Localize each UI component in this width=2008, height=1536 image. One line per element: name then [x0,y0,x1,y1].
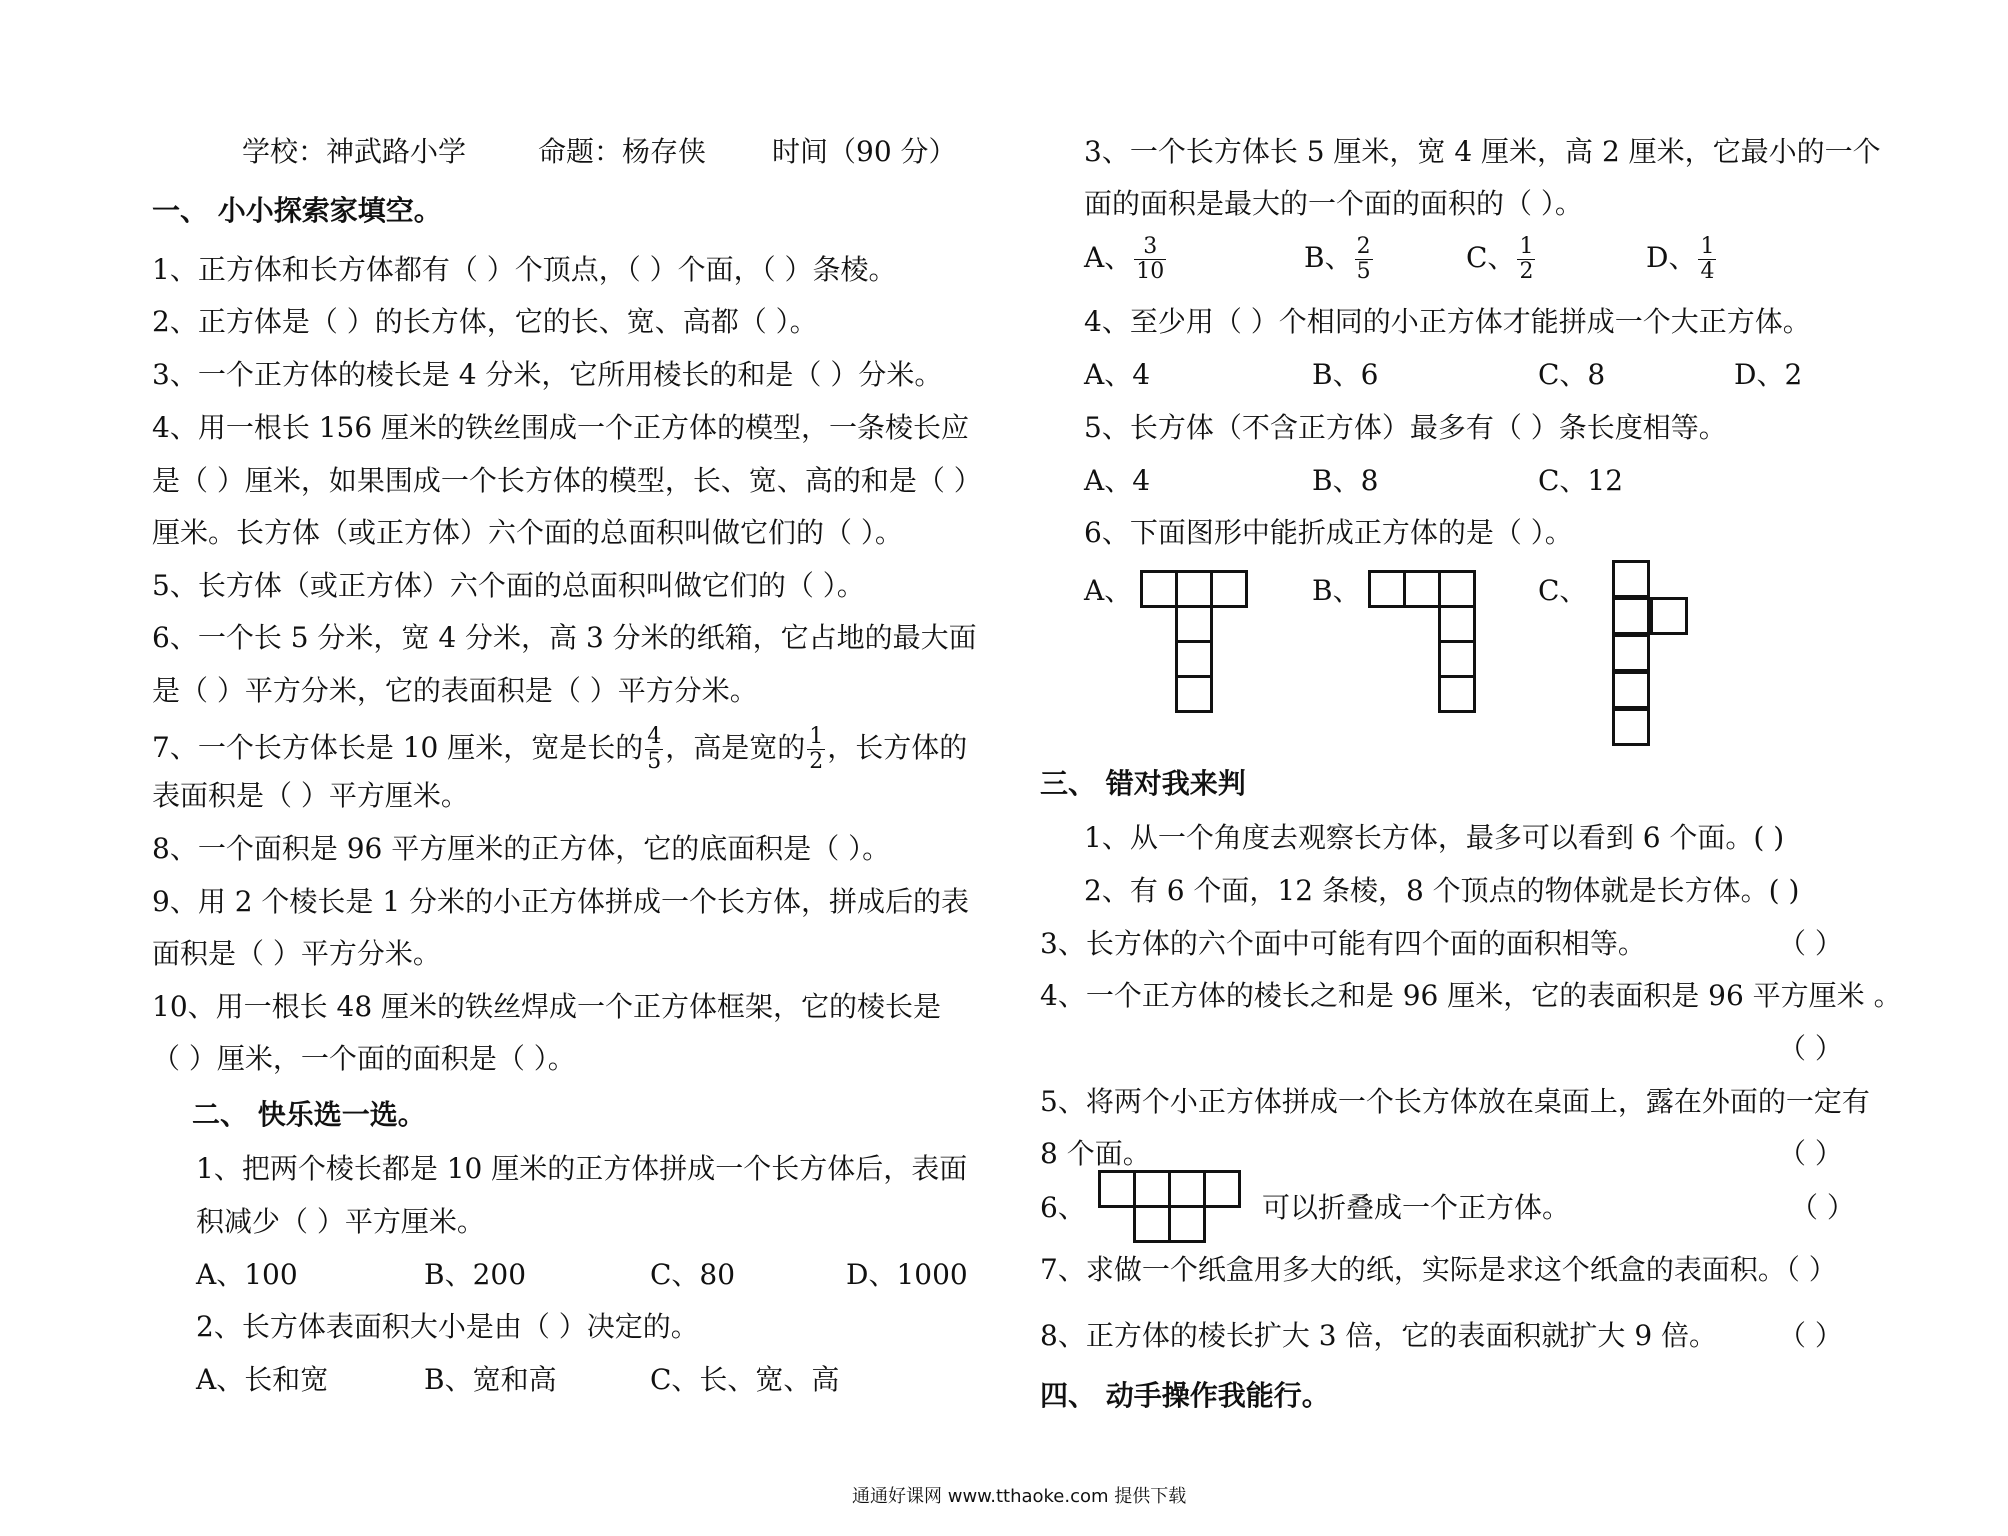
s2-q6-opt-b: B、 [1312,574,1361,607]
s2-q4: 4、至少用（ ）个相同的小正方体才能拼成一个大正方体。 [1084,305,1811,338]
s2-q1-opt-c: C、80 [650,1258,736,1291]
s1-line-7: 5、长方体（或正方体）六个面的总面积叫做它们的（ ）。 [152,569,865,602]
s3-item-1: 1、从一个角度去观察长方体，最多可以看到 6 个面。( ) [1084,821,1785,854]
s2-q5-opt-c: C、12 [1538,464,1624,497]
s2-q5: 5、长方体（不含正方体）最多有（ ）条长度相等。 [1084,411,1727,444]
q7-fraction-2: $\frac{1}{2}$ [809,724,824,774]
q7-text-c: ，长方体的 [827,731,968,764]
s2-q6-opt-a: A、 [1084,574,1133,607]
author-label: 命题：杨存侠 [538,135,707,168]
q7-fraction-1: $\frac{4}{5}$ [647,724,662,774]
s1-line-1: 1、正方体和长方体都有（ ）个顶点，（ ）个面，（ ）条棱。 [152,253,897,286]
s1-line-8: 6、一个长 5 分米，宽 4 分米，高 3 分米的纸箱，它占地的最大面 [152,621,977,654]
s1-line-9: 是（ ）平方分米，它的表面积是（ ）平方分米。 [152,674,758,707]
s2-q4-opt-b: B、6 [1312,358,1379,391]
s2-q1-line-1: 1、把两个棱长都是 10 厘米的正方体拼成一个长方体后，表面 [196,1152,968,1185]
s3-item-6-paren: （ ） [1790,1191,1855,1224]
s2-q6-opt-c: C、 [1538,574,1588,607]
s2-q6: 6、下面图形中能折成正方体的是（ ）。 [1084,516,1573,549]
s2-q1-opt-a: A、100 [196,1258,298,1291]
school-label: 学校：神武路小学 [242,135,467,168]
s2-q3-opt-a: A、 $\frac{3}{10}$ [1084,234,1165,284]
s3-item-6-num: 6、 [1040,1191,1086,1224]
s1-line-13: 面积是（ ）平方分米。 [152,937,441,970]
s2-q1-opt-b: B、200 [424,1258,527,1291]
s2-q5-opt-a: A、4 [1084,464,1151,497]
s1-line-10: 表面积是（ ）平方厘米。 [152,779,469,812]
s2-q5-opt-b: B、8 [1312,464,1379,497]
s3-item-4-paren: （ ） [1778,1032,1843,1065]
s2-q3-line-2: 面的面积是最大的一个面的面积的（ ）。 [1084,187,1583,220]
s3-item-6-text: 可以折叠成一个正方体。 [1262,1191,1571,1224]
s3-item-7: 7、求做一个纸盒用多大的纸，实际是求这个纸盒的表面积。（ ） [1040,1253,1837,1286]
s2-q1-opt-d: D、1000 [846,1258,968,1291]
s1-line-15: （ ）厘米，一个面的面积是（ ）。 [152,1042,576,1075]
s1-line-5: 是（ ）厘米，如果围成一个长方体的模型，长、宽、高的和是（ ） [152,464,982,497]
s1-line-12: 9、用 2 个棱长是 1 分米的小正方体拼成一个长方体，拼成后的表 [152,885,970,918]
s1-line-4: 4、用一根长 156 厘米的铁丝围成一个正方体的模型，一条棱长应 [152,411,970,444]
s1-line-6: 厘米。长方体（或正方体）六个面的总面积叫做它们的（ ）。 [152,516,903,549]
s2-q3-opt-b: B、 $\frac{2}{5}$ [1304,234,1371,284]
s2-q1-line-2: 积减少（ ）平方厘米。 [196,1205,485,1238]
s3-item-5-paren: （ ） [1778,1137,1843,1170]
s1-line-11: 8、一个面积是 96 平方厘米的正方体，它的底面积是（ ）。 [152,832,891,865]
section1-title: 一、 小小探索家填空。 [152,194,442,227]
s3-item-4: 4、一个正方体的棱长之和是 96 厘米，它的表面积是 96 平方厘米 。 [1040,979,1902,1012]
q7-text-a: 7、一个长方体长是 10 厘米，宽是长的 [152,731,644,764]
section3-title: 三、 错对我来判 [1040,767,1246,800]
s3-item-3: 3、长方体的六个面中可能有四个面的面积相等。 [1040,927,1646,960]
s2-q4-opt-d: D、2 [1734,358,1803,391]
s3-item-8: 8、正方体的棱长扩大 3 倍，它的表面积就扩大 9 倍。 [1040,1319,1718,1352]
s2-q4-opt-c: C、8 [1538,358,1606,391]
s3-item-5-cont: 8 个面。 [1040,1137,1151,1170]
s2-q2-opt-a: A、长和宽 [196,1363,329,1396]
s3-item-8-paren: （ ） [1778,1319,1843,1352]
s2-q2-opt-b: B、宽和高 [424,1363,557,1396]
footer-credit: 通通好课网 www.tthaoke.com 提供下载 [852,1486,1187,1507]
s3-item-2: 2、有 6 个面，12 条棱，8 个顶点的物体就是长方体。( ) [1084,874,1800,907]
q7-text-b: ，高是宽的 [665,731,806,764]
s1-q7 [152,722,967,774]
section2-title: 二、 快乐选一选。 [192,1098,426,1131]
section4-title: 四、 动手操作我能行。 [1040,1379,1330,1412]
s1-line-14: 10、用一根长 48 厘米的铁丝焊成一个正方体框架，它的棱长是 [152,990,942,1023]
s2-q4-opt-a: A、4 [1084,358,1151,391]
time-label: 时间（90 分） [772,135,957,168]
s2-q3-opt-c: C、 $\frac{1}{2}$ [1466,234,1534,284]
s3-item-5: 5、将两个小正方体拼成一个长方体放在桌面上，露在外面的一定有 [1040,1085,1870,1118]
s1-line-3: 3、一个正方体的棱长是 4 分米，它所用棱长的和是（ ）分米。 [152,358,943,391]
s2-q3-line-1: 3、一个长方体长 5 厘米，宽 4 厘米，高 2 厘米，它最小的一个 [1084,135,1881,168]
s2-q3-opt-d: D、 $\frac{1}{4}$ [1646,234,1715,284]
s3-item-3-paren: （ ） [1778,927,1843,960]
s2-q2-opt-c: C、长、宽、高 [650,1363,840,1396]
s1-line-2: 2、正方体是（ ）的长方体，它的长、宽、高都（ ）。 [152,305,818,338]
s2-q2: 2、长方体表面积大小是由（ ）决定的。 [196,1310,699,1343]
